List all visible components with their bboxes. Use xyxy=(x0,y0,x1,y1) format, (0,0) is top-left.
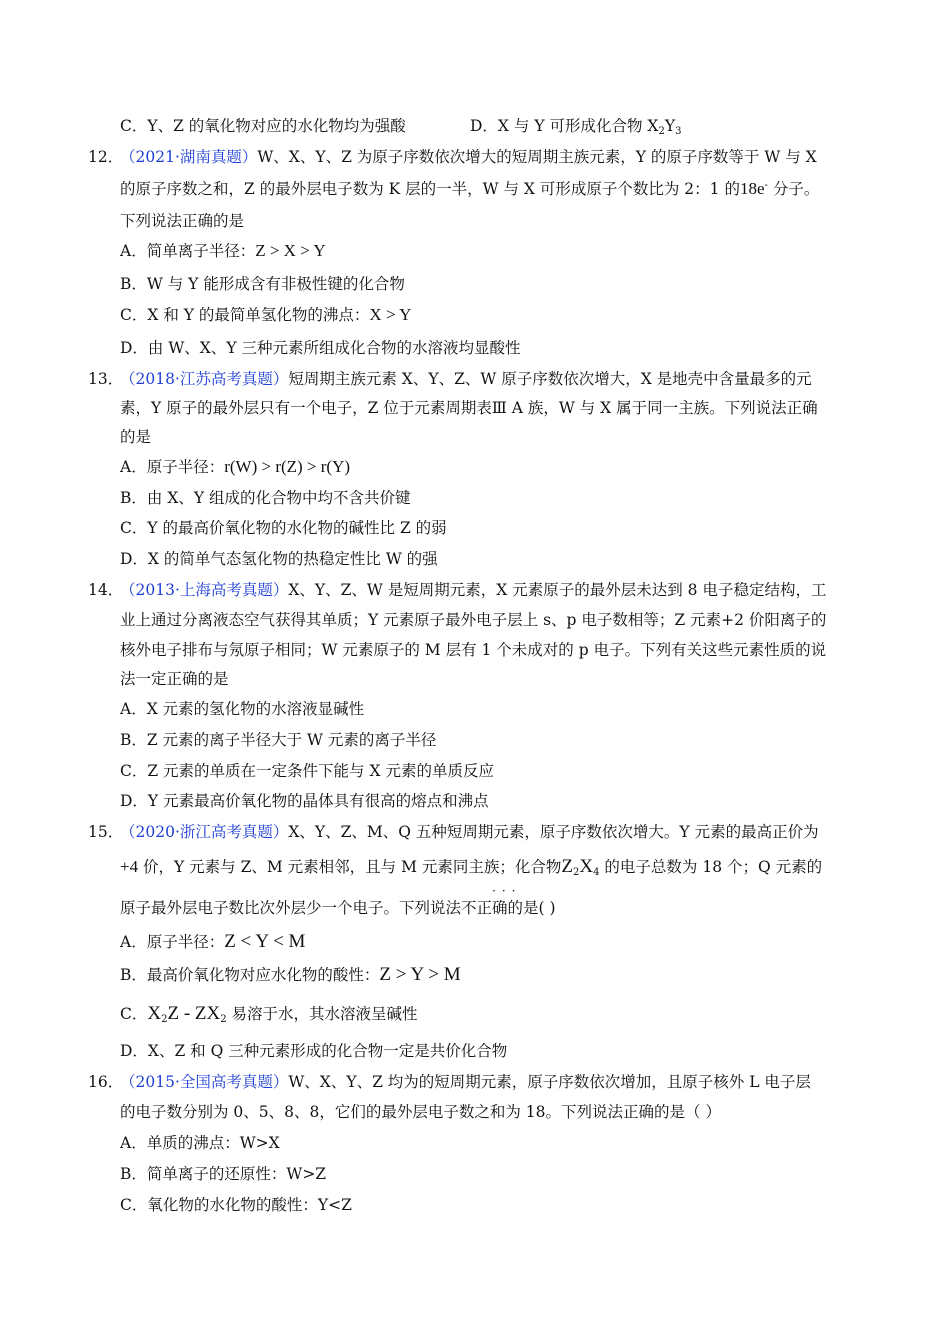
q15-option-c: C．$X_2Z - ZX_2$ 易溶于水，其水溶液呈碱性 xyxy=(120,1003,418,1025)
q16-number: 16． xyxy=(88,1073,124,1091)
q11-option-c xyxy=(120,116,682,137)
emphasis-dots: ··· xyxy=(492,884,522,898)
q14-stem-line1: （2013·上海高考真题）X、Y、Z、W 是短周期元素，X 元素原子的最外层未达到 8 电子稳定结构，工 xyxy=(120,581,827,599)
q15-stem-line1: （2020·浙江高考真题）X、Y、Z、M、Q 五种短周期元素，原子序数依次增大。Y 元素的最高正价为 xyxy=(120,823,819,841)
q12-option-a: A．简单离子半径：Z > X > Y xyxy=(120,241,326,260)
q14-number: 14． xyxy=(88,581,124,599)
q14-source: （2013·上海高考真题） xyxy=(120,581,289,599)
q15-number: 15． xyxy=(88,823,124,841)
q12-stem-line1: （2021·湖南真题）W、X、Y、Z 为原子序数依次增大的短周期主族元素，Y 的原子序数等于 W 与 X xyxy=(120,148,817,166)
q11-option-d: D．X 与 Y 可形成化合物 $X_2Y_3$ xyxy=(470,117,682,137)
q15-stem-line2: +4 价，Y 元素与 Z、M 元素相邻，且与 M 元素同主族；化合物$Z_2X_4$ 的电子总数为 18 个；Q 元素的 xyxy=(120,856,823,878)
q16-option-c: C．氧化物的水化物的酸性：Y<Z xyxy=(120,1196,352,1214)
q16-stem-line1: （2015·全国高考真题）W、X、Y、Z 均为的短周期元素，原子序数依次增加，且原子核外 L 电子层 xyxy=(120,1073,811,1091)
q16-option-a: A．单质的沸点：W>X xyxy=(120,1134,280,1152)
q13-option-c: C．Y 的最高价氧化物的水化物的碱性比 Z 的弱 xyxy=(120,519,447,537)
q13-stem-line1: （2018·江苏高考真题）短周期主族元素 X、Y、Z、W 原子序数依次增大，X 是地壳中含量最多的元 xyxy=(120,370,812,388)
q13-option-d: D．X 的简单气态氢化物的热稳定性比 W 的强 xyxy=(120,550,438,568)
q13-stem-line2: 素，Y 原子的最外层只有一个电子，Z 位于元素周期表Ⅲ A 族，W 与 X 属于同一主族。下列说法正确 xyxy=(120,399,818,417)
q16-source: （2015·全国高考真题） xyxy=(120,1073,289,1091)
q14-option-b: B．Z 元素的离子半径大于 W 元素的离子半径 xyxy=(120,731,437,749)
q16-stem-line2: 的电子数分别为 0、5、8、8，它们的最外层电子数之和为 18。下列说法正确的是（ ） xyxy=(120,1103,721,1121)
q12-stem-line3: 下列说法正确的是 xyxy=(120,212,245,230)
q13-option-a: A．原子半径：r(W) > r(Z) > r(Y) xyxy=(120,457,351,476)
q15-stem-line3: 原子最外层电子数比次外层少一个电子。下列说法不正确的是( ) xyxy=(120,899,556,917)
q15-option-d: D．X、Z 和 Q 三种元素形成的化合物一定是共价化合物 xyxy=(120,1042,508,1060)
q13-number: 13． xyxy=(88,370,124,388)
q12-option-d: D．由 W、X、Y 三种元素所组成化合物的水溶液均显酸性 xyxy=(120,339,521,357)
q14-stem-line3: 核外电子排布与氖原子相同；W 元素原子的 M 层有 1 个未成对的 p 电子。下列有关这些元素性质的说 xyxy=(120,641,827,659)
q14-option-c: C．Z 元素的单质在一定条件下能与 X 元素的单质反应 xyxy=(120,762,494,780)
q14-stem-line4: 法一定正确的是 xyxy=(120,670,229,688)
q15-option-b: B．最高价氧化物对应水化物的酸性：Z > Y > M xyxy=(120,964,461,985)
q12-number: 12． xyxy=(88,148,124,166)
q16-option-b: B．简单离子的还原性：W>Z xyxy=(120,1165,327,1183)
q11-option-c-text: C．Y、Z 的氧化物对应的水化物均为强酸 xyxy=(120,117,406,135)
emphasized-text: 不正确 xyxy=(461,899,508,917)
q14-option-d: D．Y 元素最高价氧化物的晶体具有很高的熔点和沸点 xyxy=(120,792,489,810)
q12-source: （2021·湖南真题） xyxy=(120,148,258,166)
q12-option-b: B．W 与 Y 能形成含有非极性键的化合物 xyxy=(120,275,405,293)
q15-option-a: A．原子半径：Z < Y < M xyxy=(120,931,306,952)
q13-stem-line3: 的是 xyxy=(120,428,152,446)
q12-stem-line2: 的原子序数之和，Z 的最外层电子数为 K 层的一半，W 与 X 可形成原子个数比为 2：1 的18e- 分子。 xyxy=(120,179,820,198)
q13-option-b: B．由 X、Y 组成的化合物中均不含共价键 xyxy=(120,489,411,507)
q15-source: （2020·浙江高考真题） xyxy=(120,823,289,841)
q13-source: （2018·江苏高考真题） xyxy=(120,370,289,388)
q12-option-c: C．X 和 Y 的最简单氢化物的沸点：X > Y xyxy=(120,305,412,324)
q14-stem-line2: 业上通过分离液态空气获得其单质；Y 元素原子最外电子层上 s、p 电子数相等；Z 元素+2 价阳离子的 xyxy=(120,611,827,629)
q14-option-a: A．X 元素的氢化物的水溶液显碱性 xyxy=(120,700,365,718)
